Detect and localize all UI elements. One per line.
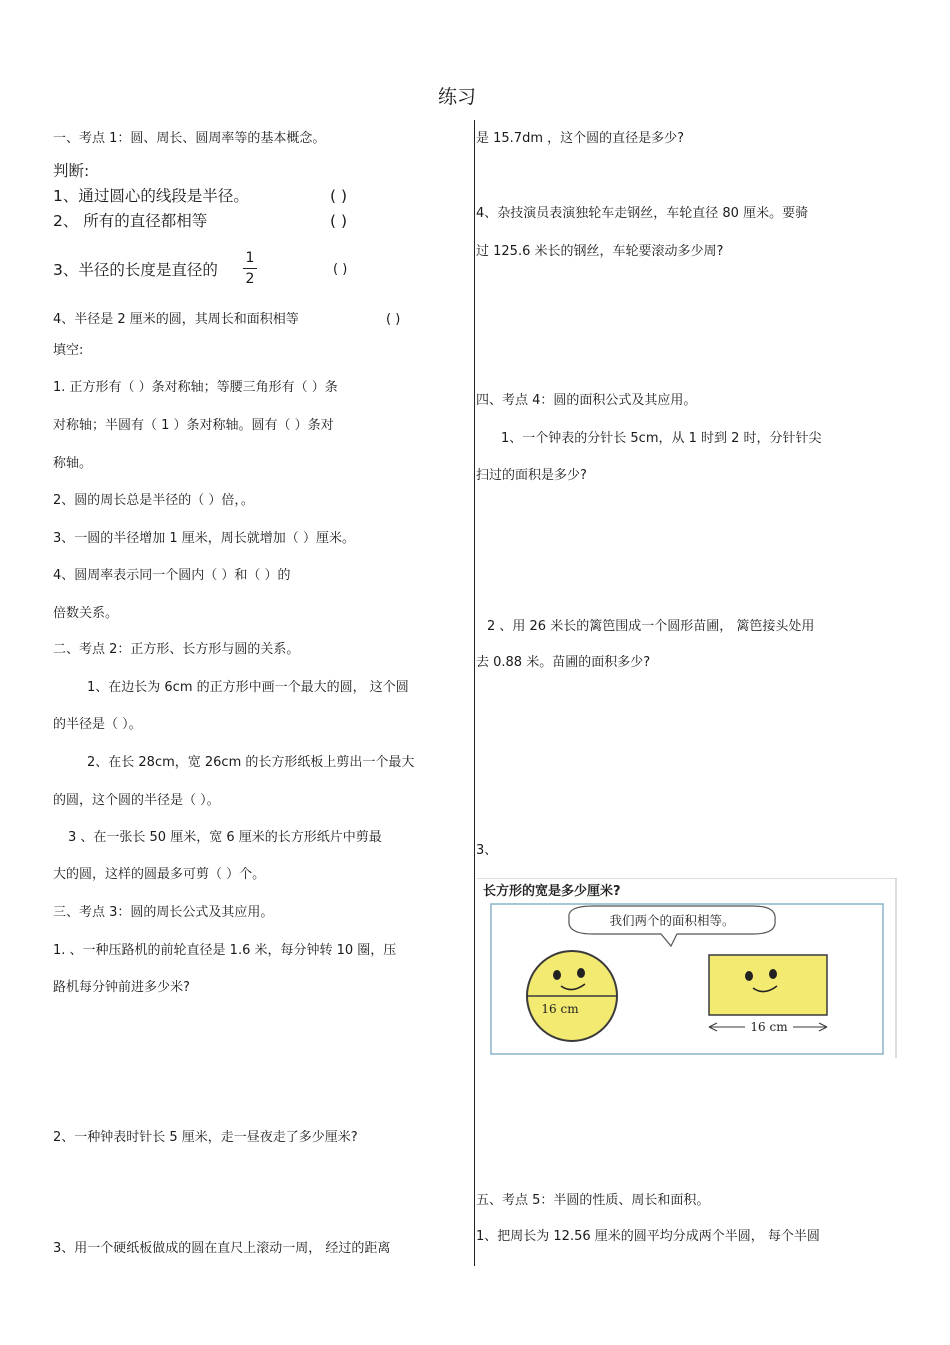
figure-question: 长方形的宽是多少厘米? xyxy=(483,884,621,899)
fraction-bar xyxy=(243,268,257,269)
fraction-denominator: 2 xyxy=(245,271,255,287)
section-4-heading: 四、考点 4：圆的面积公式及其应用。 xyxy=(476,393,697,408)
section-3-q4-line-2: 过 125.6 米长的钢丝，车轮要滚动多少周? xyxy=(476,244,724,259)
fill-heading: 填空: xyxy=(53,343,84,358)
speech-bubble-text: 我们两个的面积相等。 xyxy=(609,913,735,928)
section-4-q3-label: 3、 xyxy=(476,843,498,858)
fill-item-4-line-2: 倍数关系。 xyxy=(53,606,119,621)
judge-heading: 判断: xyxy=(53,162,90,180)
section-2-q3-line-1: 3 、在一张长 50 厘米，宽 6 厘米的长方形纸片中剪最 xyxy=(68,830,382,845)
section-5-q1-line-1: 1、把周长为 12.56 厘米的圆平均分成两个半圆， 每个半圆 xyxy=(476,1229,820,1244)
section-4-q2-line-2: 去 0.88 米。苗圃的面积多少? xyxy=(476,655,651,670)
rectangle-left-eye xyxy=(745,971,753,981)
section-3-q4-line-1: 4、杂技演员表演独轮车走钢丝，车轮直径 80 厘米。要骑 xyxy=(476,206,809,221)
section-3-q3-line-1: 3、用一个硬纸板做成的圆在直尺上滚动一周， 经过的距离 xyxy=(53,1241,391,1256)
fill-item-4-line-1: 4、圆周率表示同一个圆内（ ）和（ ）的 xyxy=(53,568,291,583)
judge-item-3: 3、半径的长度是直径的 xyxy=(53,261,218,279)
section-2-q3-line-2: 大的圆，这样的圆最多可剪（ ）个。 xyxy=(53,867,266,882)
circle-left-eye xyxy=(553,970,561,980)
rectangle-shape xyxy=(709,955,827,1015)
section-3-q1-line-2: 路机每分钟前进多少米? xyxy=(53,980,190,995)
fraction-numerator: 1 xyxy=(245,250,255,266)
circle-diameter-label: 16 cm xyxy=(541,1002,579,1016)
judge-item-2: 2、 所有的直径都相等 xyxy=(53,212,208,230)
section-4-q2-line-1: 2 、用 26 米长的篱笆围成一个圆形苗圃， 篱笆接头处用 xyxy=(487,619,815,634)
fill-item-1-line-1: 1. 正方形有（ ）条对称轴；等腰三角形有（ ）条 xyxy=(53,380,338,395)
section-3-q3-line-2: 是 15.7dm ，这个圆的直径是多少? xyxy=(476,131,685,146)
section-4-q1-line-2: 扫过的面积是多少? xyxy=(476,468,587,483)
section-2-q2-line-1: 2、在长 28cm，宽 26cm 的长方形纸板上剪出一个最大 xyxy=(87,755,415,770)
page-title: 练习 xyxy=(438,86,477,108)
judge-item-3-paren: ( ) xyxy=(333,262,348,277)
section-2-heading: 二、考点 2：正方形、长方形与圆的关系。 xyxy=(53,642,300,657)
section-2-q1-line-2: 的半径是（ ）。 xyxy=(53,717,142,732)
section-3-q2: 2、一种钟表时针长 5 厘米，走一昼夜走了多少厘米? xyxy=(53,1130,358,1145)
judge-item-1: 1、通过圆心的线段是半径。 xyxy=(53,187,249,205)
smiling-circle xyxy=(527,951,617,1041)
column-divider xyxy=(474,120,475,1266)
section-3-heading: 三、考点 3：圆的周长公式及其应用。 xyxy=(53,905,274,920)
section-5-heading: 五、考点 5：半圆的性质、周长和面积。 xyxy=(476,1193,710,1208)
judge-item-4: 4、半径是 2 厘米的圆，其周长和面积相等 xyxy=(53,312,299,327)
fill-item-1-line-2: 对称轴；半圆有（ 1 ）条对称轴。圆有（ ）条对 xyxy=(53,418,334,433)
section-2-q2-line-2: 的圆，这个圆的半径是（ ）。 xyxy=(53,793,220,808)
circle-right-eye xyxy=(577,968,585,978)
rectangle-length-label: 16 cm xyxy=(750,1020,788,1034)
section-1-heading: 一、考点 1：圆、周长、圆周率等的基本概念。 xyxy=(53,131,326,146)
fraction-one-half xyxy=(243,250,257,287)
fill-item-3: 3、一圆的半径增加 1 厘米，周长就增加（ ）厘米。 xyxy=(53,531,355,546)
fill-item-1-line-3: 称轴。 xyxy=(53,456,93,471)
area-comparison-figure xyxy=(477,878,897,1058)
section-2-q1-line-1: 1、在边长为 6cm 的正方形中画一个最大的圆， 这个圆 xyxy=(87,680,409,695)
section-3-q1-line-1: 1. 、一种压路机的前轮直径是 1.6 米，每分钟转 10 圈，压 xyxy=(53,943,397,958)
judge-item-4-paren: ( ) xyxy=(386,312,401,327)
judge-item-1-paren: ( ) xyxy=(330,187,348,205)
judge-item-2-paren: ( ) xyxy=(330,212,348,230)
area-comparison-figure-svg xyxy=(477,878,897,1058)
rectangle-right-eye xyxy=(769,969,777,979)
section-4-q1-line-1: 1、一个钟表的分针长 5cm，从 1 时到 2 时，分针针尖 xyxy=(501,431,822,446)
fill-item-2: 2、圆的周长总是半径的（ ）倍，。 xyxy=(53,493,254,508)
